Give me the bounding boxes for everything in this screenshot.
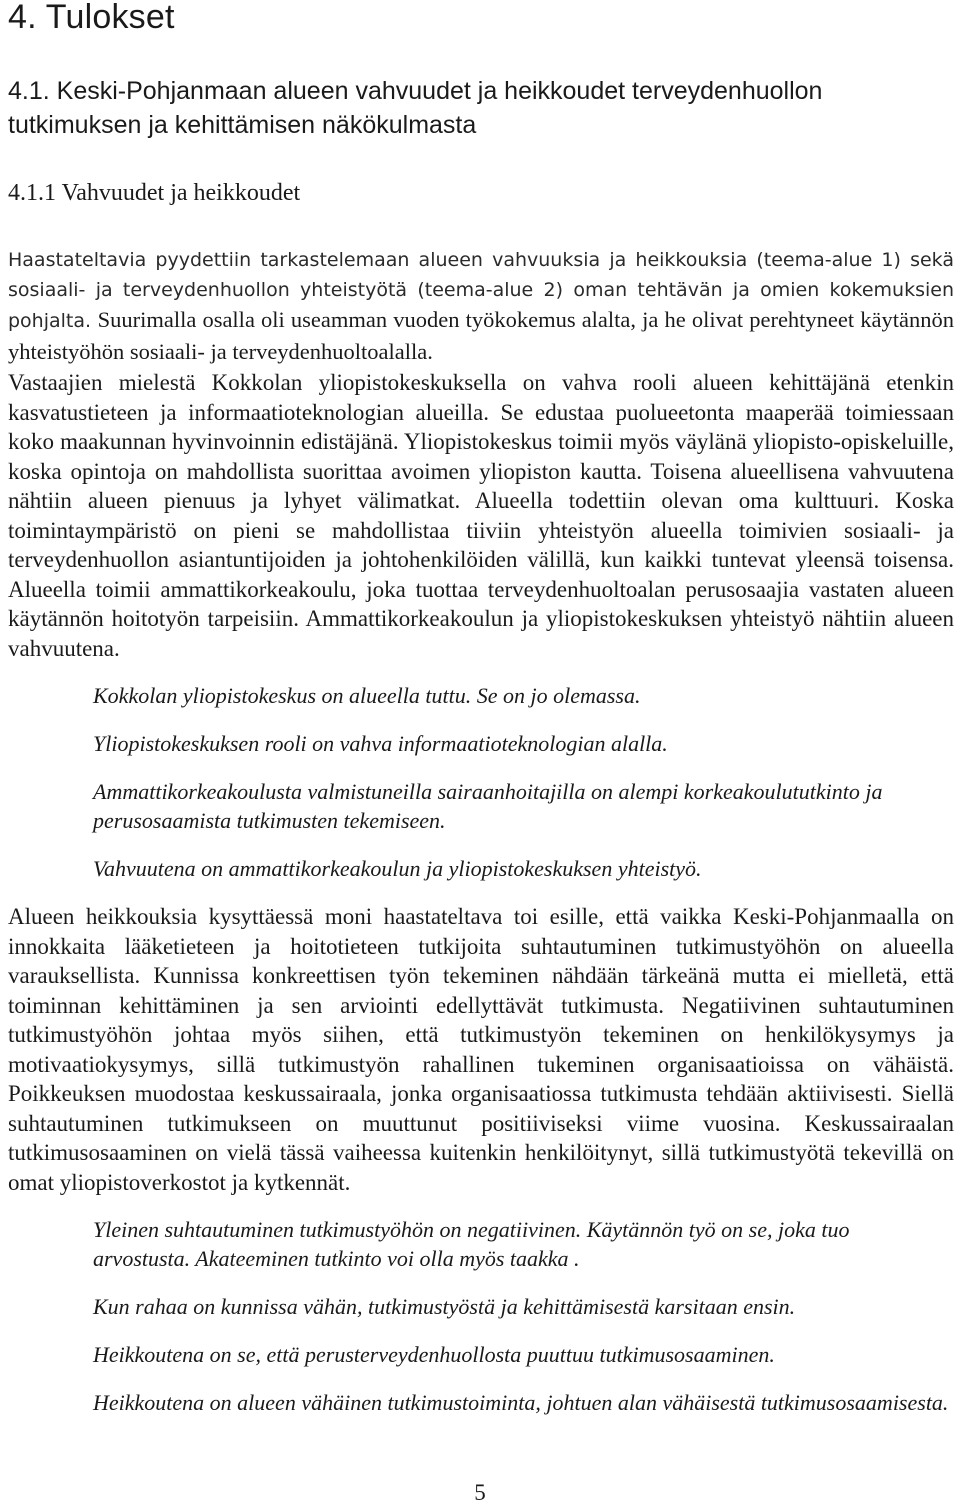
quote-item: Kun rahaa on kunnissa vähän, tutkimustyöstä ja kehittämisestä karsitaan ensin. — [93, 1294, 796, 1319]
weaknesses-section — [8, 902, 954, 1197]
strength-quotes — [8, 681, 954, 883]
intro-paragraph-sentence-a: Haastateltavia pyydettiin tarkastelemaan alueen vahvuuksia ja heikkouksia (teema-alue 1) sekä sosiaali- ja terveydenhuollon yhteistyötä (teema-alue 2) oman tehtävän ja omien kokemuksien pohjalta. — [8, 249, 954, 332]
document-page — [8, 0, 954, 1436]
quote-item: Heikkoutena on alueen vähäinen tutkimustoiminta, johtuen alan vähäisestä tutkimusosaamisesta. — [93, 1390, 949, 1415]
page-number: 5 — [474, 1480, 486, 1505]
weaknesses-paragraph: Alueen heikkouksia kysyttäessä moni haastateltava toi esille, että vaikka Keski-Pohjanmaalla on innokkaita lääketieteen ja hoitotieteen tutkijoita suhtautuminen tutkimustyöhön on alueella varauksellista. Kunnissa konkreettisen työn tekeminen nähdään tärkeänä mutta ei mielletä, että toiminnan kehittäminen ja sen arviointi edellyttävät tutkimusta. Negatiivinen suhtautuminen tutkimustyöhön johtaa myös siihen, että tutkimustyön tekeminen on henkilökysymys ja motivaatiokysymys, sillä tutkimustyön rahallinen tukeminen organisaatioissa on vähäistä. Poikkeuksen muodostaa keskussairaala, jonka organisaatiossa tutkimusta tehdään aktiivisesti. Siellä suhtautuminen tutkimukseen on muuttunut positiiviseksi viime vuosina. Keskussairaalan tutkimusosaaminen on vielä tässä vaiheessa kuitenkin henkilöitynyt, sillä tutkimustyötä tekevillä on omat yliopistoverkostot ja kytkennät. — [8, 904, 954, 1195]
quote-item: Yleinen suhtautuminen tutkimustyöhön on negatiivinen. Käytännön työ on se, joka tuo arvostusta. Akateeminen tutkinto voi olla myös taakka . — [93, 1217, 850, 1271]
strengths-section — [8, 368, 954, 663]
quote-item: Vahvuutena on ammattikorkeakoulun ja yliopistokeskuksen yhteistyö. — [93, 856, 702, 881]
quote-item: Kokkolan yliopistokeskus on alueella tuttu. Se on jo olemassa. — [93, 683, 641, 708]
intro-paragraph — [8, 246, 954, 368]
weakness-quotes — [8, 1215, 954, 1417]
quote-item: Ammattikorkeakoulusta valmistuneilla sairaanhoitajilla on alempi korkeakoulututkinto ja perusosaamista tutkimusten tekemiseen. — [93, 779, 883, 833]
strengths-paragraph: Vastaajien mielestä Kokkolan yliopistokeskuksella on vahva rooli alueen kehittäjänä etenkin kasvatustieteen ja informaatioteknologian alueilla. Se edustaa puolueetonta maaperää toimiessaan koko maakunnan hyvinvoinnin edistäjänä. Yliopistokeskus toimii myös väylänä yliopisto-opiskeluille, koska opintoja on mahdollista suorittaa avoimen yliopiston kautta. Toisena alueellisena vahvuutena nähtiin alueen pienuus ja lyhyet välimatkat. Alueella todettiin olevan oma kulttuuri. Koska toimintaympäristö on pieni se mahdollistaa tiiviin yhteistyön alueella toimivien sosiaali- ja terveydenhuollon asiantuntijoiden ja johtohenkilöiden välillä, kun kaikki tuntevat yleensä toisensa. Alueella toimii ammattikorkeakoulu, joka tuottaa terveydenhuoltoalan perusosaajia vastaten alueen käytännön hoitotyön tarpeisiin. Ammattikorkeakoulun ja yliopistokeskuksen yhteistyö nähtiin alueen vahvuutena. — [8, 370, 954, 661]
intro-paragraph-sentence-b: Suurimalla osalla oli useamman vuoden työkokemus alalta, ja he olivat perehtyneet käytännön yhteistyöhön sosiaali- ja terveydenhuoltoalalla. — [8, 307, 954, 364]
quote-item: Heikkoutena on se, että perusterveydenhuollosta puuttuu tutkimusosaaminen. — [93, 1342, 775, 1367]
quote-item: Yliopistokeskuksen rooli on vahva informaatioteknologian alalla. — [93, 731, 668, 756]
section-title: 4.1. Keski-Pohjanmaan alueen vahvuudet ja heikkoudet terveydenhuollon tutkimuksen ja kehittämisen näkökulmasta — [8, 77, 823, 139]
chapter-title: 4. Tulokset — [8, 0, 175, 36]
subsection-title: 4.1.1 Vahvuudet ja heikkoudet — [8, 180, 301, 206]
